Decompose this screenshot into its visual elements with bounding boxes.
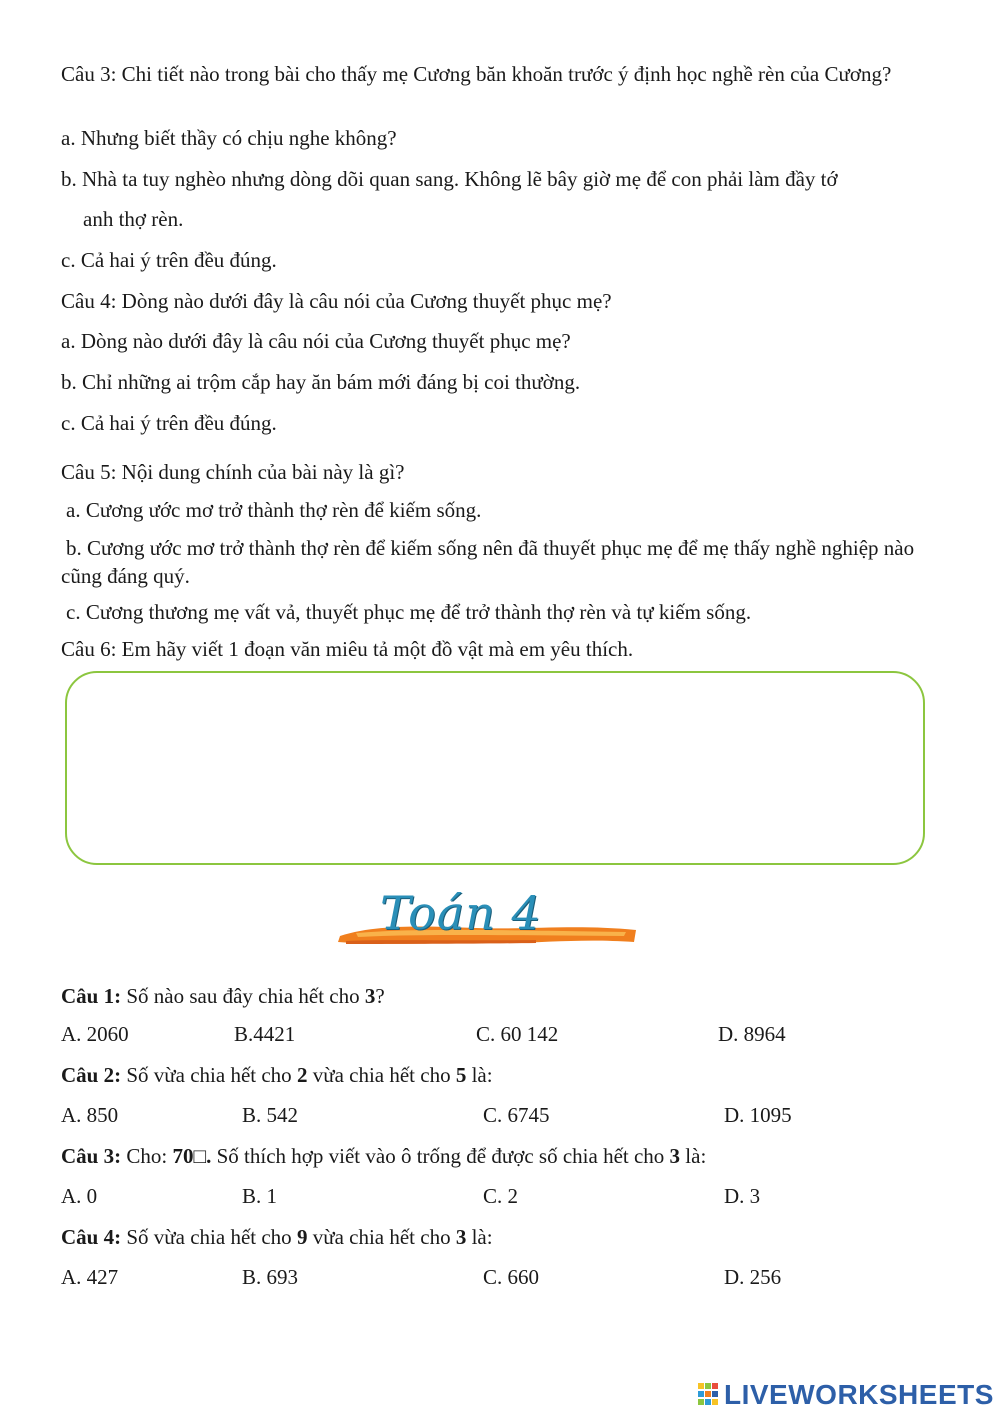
math-q3-text1: Cho: <box>121 1144 173 1168</box>
math-q4-text1: Số vừa chia hết cho <box>121 1225 297 1249</box>
math-q1-option-d[interactable]: D. 8964 <box>718 1022 786 1046</box>
q5-question: Câu 5: Nội dung chính của bài này là gì? <box>61 460 405 484</box>
math-q1-option-c[interactable]: C. 60 142 <box>476 1022 559 1046</box>
q3-option-c: c. Cả hai ý trên đều đúng. <box>61 248 277 272</box>
math-q1-options <box>61 1020 941 1048</box>
math-q2-text1: Số vừa chia hết cho <box>121 1063 297 1087</box>
banner-title: Toán 4 <box>380 886 542 940</box>
math-q1-option-a[interactable]: A. 2060 <box>61 1022 129 1046</box>
math-q3-bold1: 70□. <box>172 1144 212 1168</box>
math-q2-option-b[interactable]: B. 542 <box>242 1103 299 1127</box>
math-q3-option-d[interactable]: D. 3 <box>724 1184 761 1208</box>
math-q1-bold: 3 <box>364 984 376 1008</box>
q3-option-b-line2: anh thợ rèn. <box>83 207 184 231</box>
math-q1-text: Số nào sau đây chia hết cho <box>121 984 365 1008</box>
math-q1-text-end: ? <box>375 984 385 1008</box>
math-q3-option-c[interactable]: C. 2 <box>483 1184 519 1208</box>
math-q4-bold1: 9 <box>296 1225 308 1249</box>
math-q3-question <box>61 1142 706 1170</box>
math-q3-bold2: 3 <box>669 1144 681 1168</box>
liveworksheets-brand-text: LIVEWORKSHEETS <box>724 1379 994 1410</box>
math-q3-label: Câu 3: <box>61 1144 122 1168</box>
math-q2-label: Câu 2: <box>61 1063 122 1087</box>
math-q2-option-c[interactable]: C. 6745 <box>483 1103 550 1127</box>
math-q2-question <box>61 1061 493 1089</box>
math-q4-label: Câu 4: <box>61 1225 122 1249</box>
math-q4-text3: là: <box>466 1225 493 1249</box>
q5-option-b: b. Cương ước mơ trở thành thợ rèn để kiếm sống nên đã thuyết phục mẹ để mẹ thấy nghề nghiệp nào cũng đáng quý. <box>61 536 915 588</box>
q3-option-a: a. Nhưng biết thầy có chịu nghe không? <box>61 126 397 150</box>
math-banner <box>336 886 641 956</box>
math-q4-option-d[interactable]: D. 256 <box>724 1265 782 1289</box>
math-q4-options <box>61 1263 941 1291</box>
q6-question: Câu 6: Em hãy viết 1 đoạn văn miêu tả một đồ vật mà em yêu thích. <box>61 637 634 661</box>
q3-option-b-line1: b. Nhà ta tuy nghèo nhưng dòng dõi quan sang. Không lẽ bây giờ mẹ để con phải làm đầy tớ <box>61 167 838 191</box>
math-q1-option-b[interactable]: B.4421 <box>234 1022 296 1046</box>
math-q2-option-d[interactable]: D. 1095 <box>724 1103 792 1127</box>
q3-question: Câu 3: Chi tiết nào trong bài cho thấy mẹ Cương băn khoăn trước ý định học nghề rèn của Cương? <box>61 62 892 86</box>
q4-option-b: b. Chỉ những ai trộm cắp hay ăn bám mới đáng bị coi thường. <box>61 370 581 394</box>
q6-answer-box[interactable] <box>65 671 925 865</box>
liveworksheets-logo[interactable] <box>698 1378 994 1412</box>
math-q1-label: Câu 1: <box>61 984 122 1008</box>
math-q1-question <box>61 982 385 1010</box>
q4-question: Câu 4: Dòng nào dưới đây là câu nói của Cương thuyết phục mẹ? <box>61 289 612 313</box>
q4-option-a: a. Dòng nào dưới đây là câu nói của Cương thuyết phục mẹ? <box>61 329 571 353</box>
math-q3-options <box>61 1182 941 1210</box>
math-q4-question <box>61 1223 493 1251</box>
math-q3-option-b[interactable]: B. 1 <box>242 1184 278 1208</box>
math-q3-text3: là: <box>680 1144 707 1168</box>
q5-option-c: c. Cương thương mẹ vất vả, thuyết phục mẹ để trở thành thợ rèn và tự kiếm sống. <box>66 600 752 624</box>
math-q4-bold2: 3 <box>455 1225 467 1249</box>
math-q2-text2: vừa chia hết cho <box>307 1063 456 1087</box>
math-q4-option-a[interactable]: A. 427 <box>61 1265 119 1289</box>
liveworksheets-logo-icon <box>698 1383 720 1407</box>
math-q2-bold2: 5 <box>455 1063 467 1087</box>
math-q4-option-c[interactable]: C. 660 <box>483 1265 540 1289</box>
math-q2-options <box>61 1101 941 1129</box>
math-q2-bold1: 2 <box>296 1063 308 1087</box>
math-q4-option-b[interactable]: B. 693 <box>242 1265 299 1289</box>
q4-option-c: c. Cả hai ý trên đều đúng. <box>61 411 277 435</box>
math-q4-text2: vừa chia hết cho <box>307 1225 456 1249</box>
math-q2-text3: là: <box>466 1063 493 1087</box>
math-q3-text2: Số thích hợp viết vào ô trống để được số chia hết cho <box>211 1144 670 1168</box>
q5-option-a: a. Cương ước mơ trở thành thợ rèn để kiếm sống. <box>66 498 482 522</box>
math-q3-option-a[interactable]: A. 0 <box>61 1184 98 1208</box>
math-q2-option-a[interactable]: A. 850 <box>61 1103 119 1127</box>
